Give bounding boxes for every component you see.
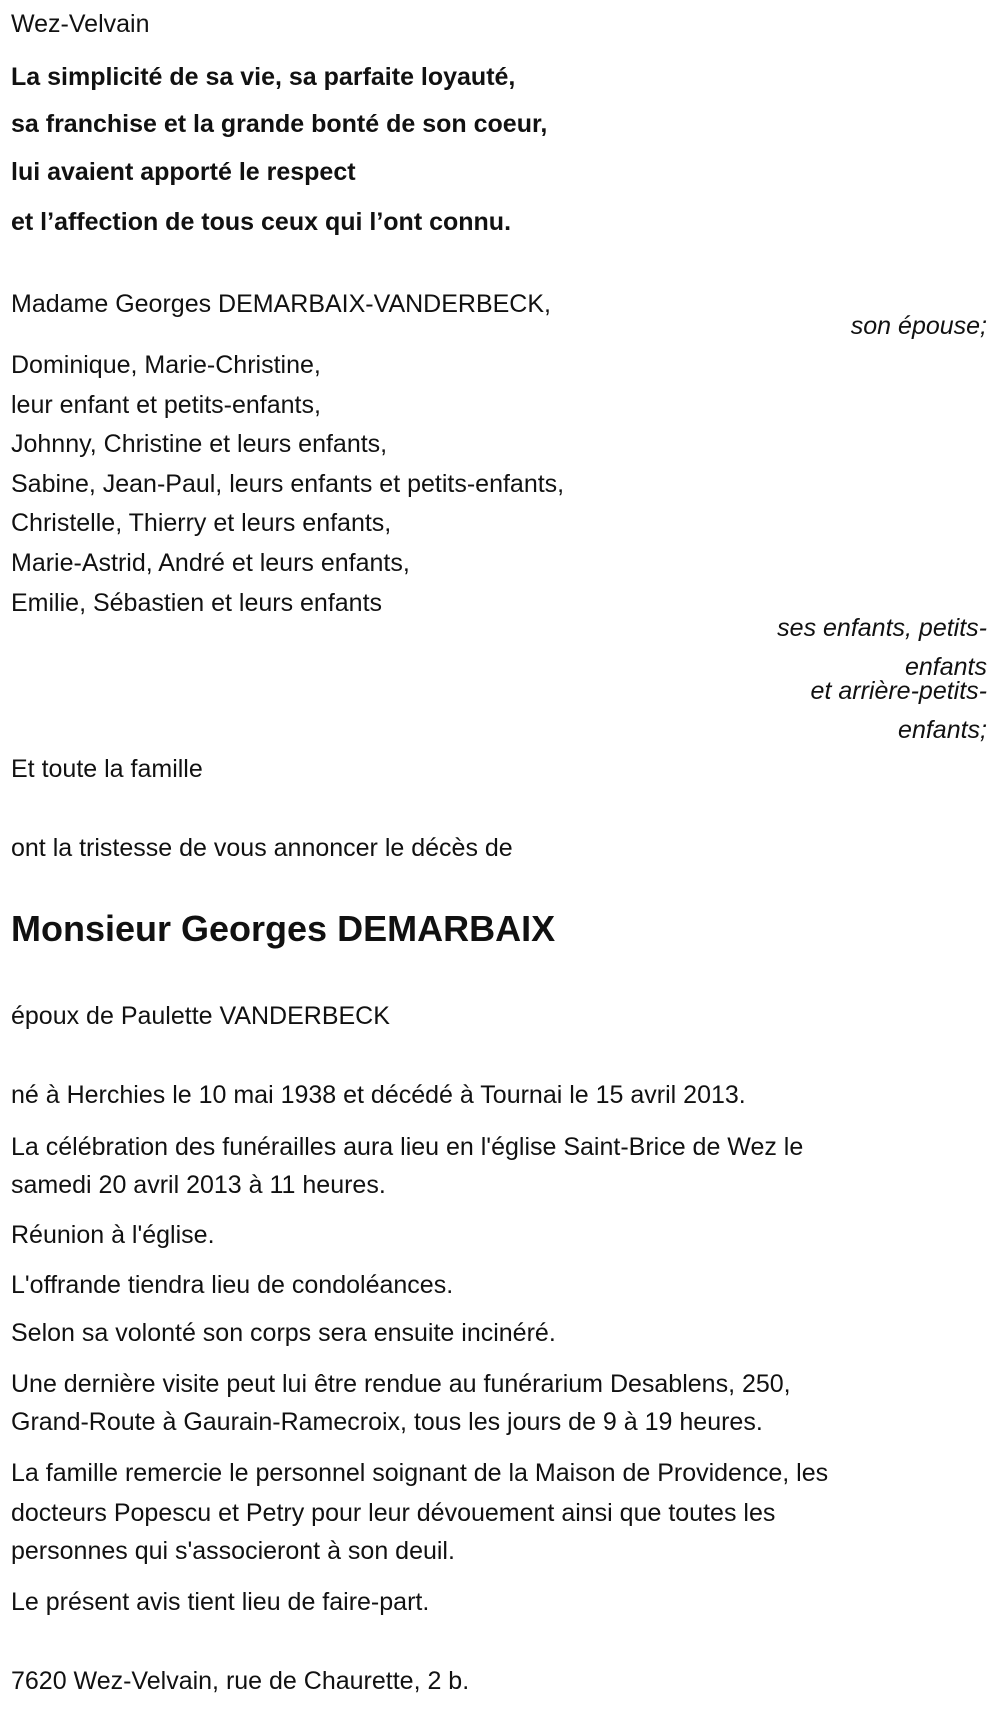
detail-line: Une dernière visite peut lui être rendue au funérarium Desablens, 250, [11,1370,791,1398]
spouse-of: époux de Paulette VANDERBECK [11,1002,390,1030]
detail-line: La célébration des funérailles aura lieu en l'église Saint-Brice de Wez le [11,1133,804,1161]
detail-line: personnes qui s'associeront à son deuil. [11,1537,455,1565]
quote-line: et l’affection de tous ceux qui l’ont connu. [11,208,512,236]
detail-line: Le présent avis tient lieu de faire-part. [11,1588,430,1616]
spouse-name: Madame Georges DEMARBAIX-VANDERBECK, [11,290,551,318]
detail-line: L'offrande tiendra lieu de condoléances. [11,1271,454,1299]
children-role: ses enfants, petits- [777,614,987,642]
child-line: Marie-Astrid, André et leurs enfants, [11,549,410,577]
child-line: Sabine, Jean-Paul, leurs enfants et petits-enfants, [11,470,565,498]
detail-line: né à Herchies le 10 mai 1938 et décédé à Tournai le 15 avril 2013. [11,1081,746,1109]
children-role: enfants [904,653,987,681]
quote-line: lui avaient apporté le respect [11,158,356,186]
announcement: ont la tristesse de vous annoncer le décès de [11,834,513,862]
quote-line: sa franchise et la grande bonté de son coeur, [11,110,548,138]
child-line: Johnny, Christine et leurs enfants, [11,430,388,458]
family: Et toute la famille [11,755,203,783]
quote-line: La simplicité de sa vie, sa parfaite loyauté, [11,63,516,91]
detail-line: Réunion à l'église. [11,1221,215,1249]
address: 7620 Wez-Velvain, rue de Chaurette, 2 b. [11,1667,470,1695]
detail-line: Selon sa volonté son corps sera ensuite inciné​ré. [11,1319,556,1347]
detail-line: Grand-Route à Gaurain-Ramecroix, tous les jours de 9 à 19 heures. [11,1408,763,1436]
child-line: Dominique, Marie-Christine, [11,351,321,379]
child-line: Emilie, Sébastien et leurs enfants [11,589,383,617]
detail-line: samedi 20 avril 2013 à 11 heures. [11,1171,386,1199]
children-role: et arrière-petits- [810,677,987,705]
child-line: Christelle, Thierry et leurs enfants, [11,509,392,537]
child-line: leur enfant et petits-enfants, [11,391,321,419]
children-role: enfants; [898,716,987,744]
spouse-role: son épouse; [850,312,987,340]
deceased-name: Monsieur Georges DEMARBAIX [11,908,556,949]
location: Wez-Velvain [11,10,150,38]
detail-line: docteurs Popescu et Petry pour leur dévouement ainsi que toutes les [11,1499,776,1527]
detail-line: La famille remercie le personnel soignant de la Maison de Providence, les [11,1459,829,1487]
